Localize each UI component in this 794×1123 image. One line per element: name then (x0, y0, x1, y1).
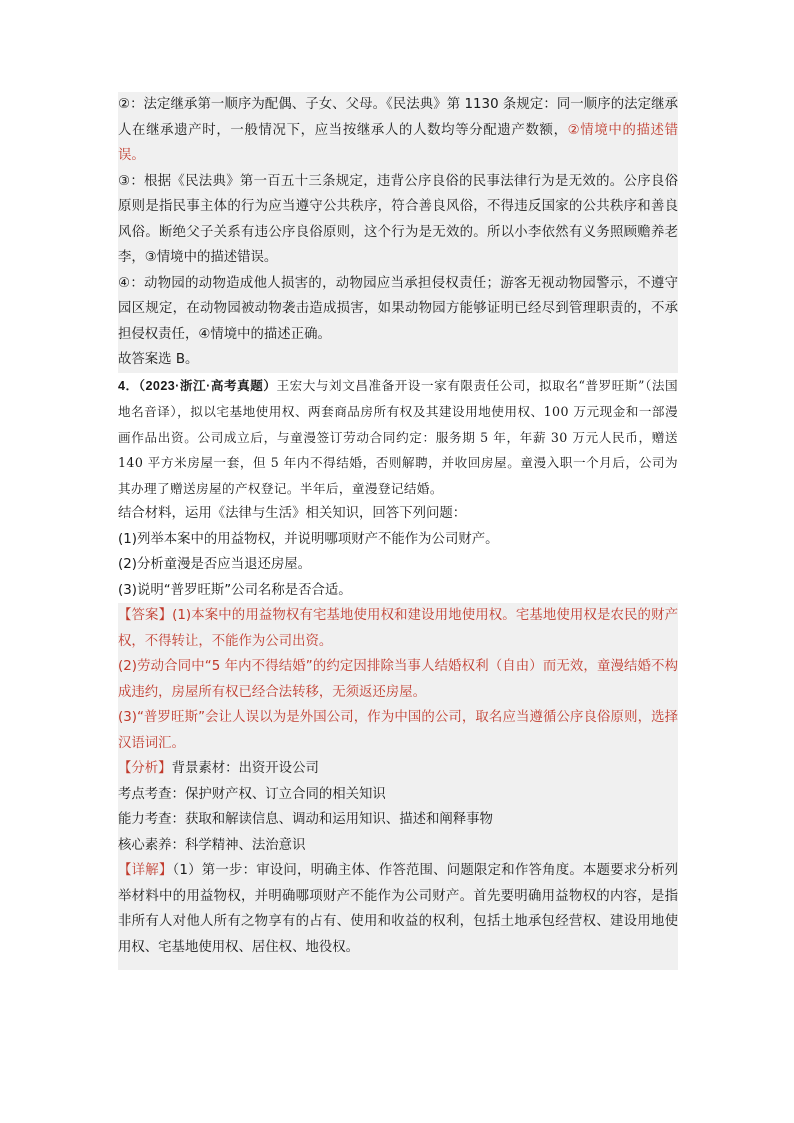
analysis-suyang: 核心素养：科学精神、法治意识 (118, 837, 306, 853)
option-2-explanation (118, 92, 678, 169)
question-4 (118, 373, 678, 604)
answer-1 (118, 603, 678, 654)
option-3-explanation: ③：根据《民法典》第一百五十三条规定，违背公序良俗的民事法律行为是无效的。公序良俗原则是指民事主体的行为应当遵守公共秩序，符合善良风俗，不得违反国家的公共秩序和善良风俗。断绝父子关系有违公序良俗原则，这个行为是无效的。所以小李依然有义务照顾赡养老李，③情境中的描述错误。 (118, 173, 678, 265)
question-stem-text: 王宏大与刘文昌准备开设一家有限责任公司，拟取名“普罗旺斯”（法国地名音译），拟以宅基地使用权、两套商品房所有权及其建设用地使用权、100 万元现金和一部漫画作品出资。公司成立后，与童漫签订劳动合同约定：服务期 5 年，年薪 30 万元人民币，赠送 140 平方米房屋一套，但 5 年内不得结婚，否则解聘，并收回房屋。童漫入职一个月后，公司为其办理了赠送房屋的产权登记。半年后，童漫登记结婚。 (118, 377, 678, 496)
detail-paragraph (118, 858, 678, 960)
analysis-heading (118, 756, 678, 782)
question-source: （2023·浙江·高考真题） (138, 378, 277, 393)
answer-conclusion: 故答案选 B。 (118, 352, 199, 367)
document-page (118, 92, 678, 970)
sub-question-1: (1)列举本案中的用益物权，并说明哪项财产不能作为公司财产。 (118, 531, 499, 547)
option-2-text: ②：法定继承第一顺序为配偶、子女、父母。《民法典》第 1130 条规定：同一顺序的法定继承人在继承遗产时，一般情况下，应当按继承人的人数均等分配遗产数额， (118, 97, 678, 138)
option-2-red-text: ②情境中的描述错误。 (118, 122, 679, 163)
answer-tag: 【答案】 (118, 608, 173, 623)
option-4-explanation: ④：动物园的动物造成他人损害的，动物园应当承担侵权责任；游客无视动物园警示，不遵守园区规定，在动物园被动物袭击造成损害，如果动物园方能够证明已经尽到管理职责的，不承担侵权责任，④情境中的描述正确。 (118, 275, 678, 342)
answer-analysis-block (118, 603, 678, 970)
question-number: 4． (118, 378, 139, 393)
question-prompt: 结合材料，运用《法律与生活》相关知识，回答下列问题： (118, 506, 467, 521)
analysis-background: 背景素材：出资开设公司 (171, 761, 319, 776)
answer-3: (3)“普罗旺斯”会让人误以为是外国公司，作为中国的公司，取名应当遵循公序良俗原则，选择汉语词汇。 (118, 710, 678, 751)
detail-tag: 【详解】 (118, 863, 173, 878)
previous-answer-block (118, 92, 678, 373)
analysis-kaodian: 考点考查：保护财产权、订立合同的相关知识 (118, 786, 386, 802)
shaded-padding (118, 960, 678, 970)
answer-1-text: (1)本案中的用益物权有宅基地使用权和建设用地使用权。宅基地使用权是农民的财产权，不得转让，不能作为公司出资。 (118, 608, 679, 649)
sub-question-3: (3)说明“普罗旺斯”公司名称是否合适。 (118, 582, 352, 598)
answer-2: (2)劳动合同中“5 年内不得结婚”的约定因排除当事人结婚权利（自由）而无效，童漫结婚不构成违约，房屋所有权已经合法转移，无须返还房屋。 (118, 659, 678, 700)
analysis-tag: 【分析】 (118, 761, 172, 776)
sub-question-2: (2)分析童漫是否应当退还房屋。 (118, 557, 312, 572)
detail-text: （1）第一步：审设问，明确主体、作答范围、问题限定和作答角度。本题要求分析列举材料中的用益物权，并明确哪项财产不能作为公司财产。首先要明确用益物权的内容，是指非所有人对他人所有之物享有的占有、使用和收益的权利，包括土地承包经营权、建设用地使用权、宅基地使用权、居住权、地役权。 (118, 863, 679, 955)
analysis-nengli: 能力考查：获取和解读信息、调动和运用知识、描述和阐释事物 (118, 812, 493, 827)
question-stem (118, 373, 678, 502)
